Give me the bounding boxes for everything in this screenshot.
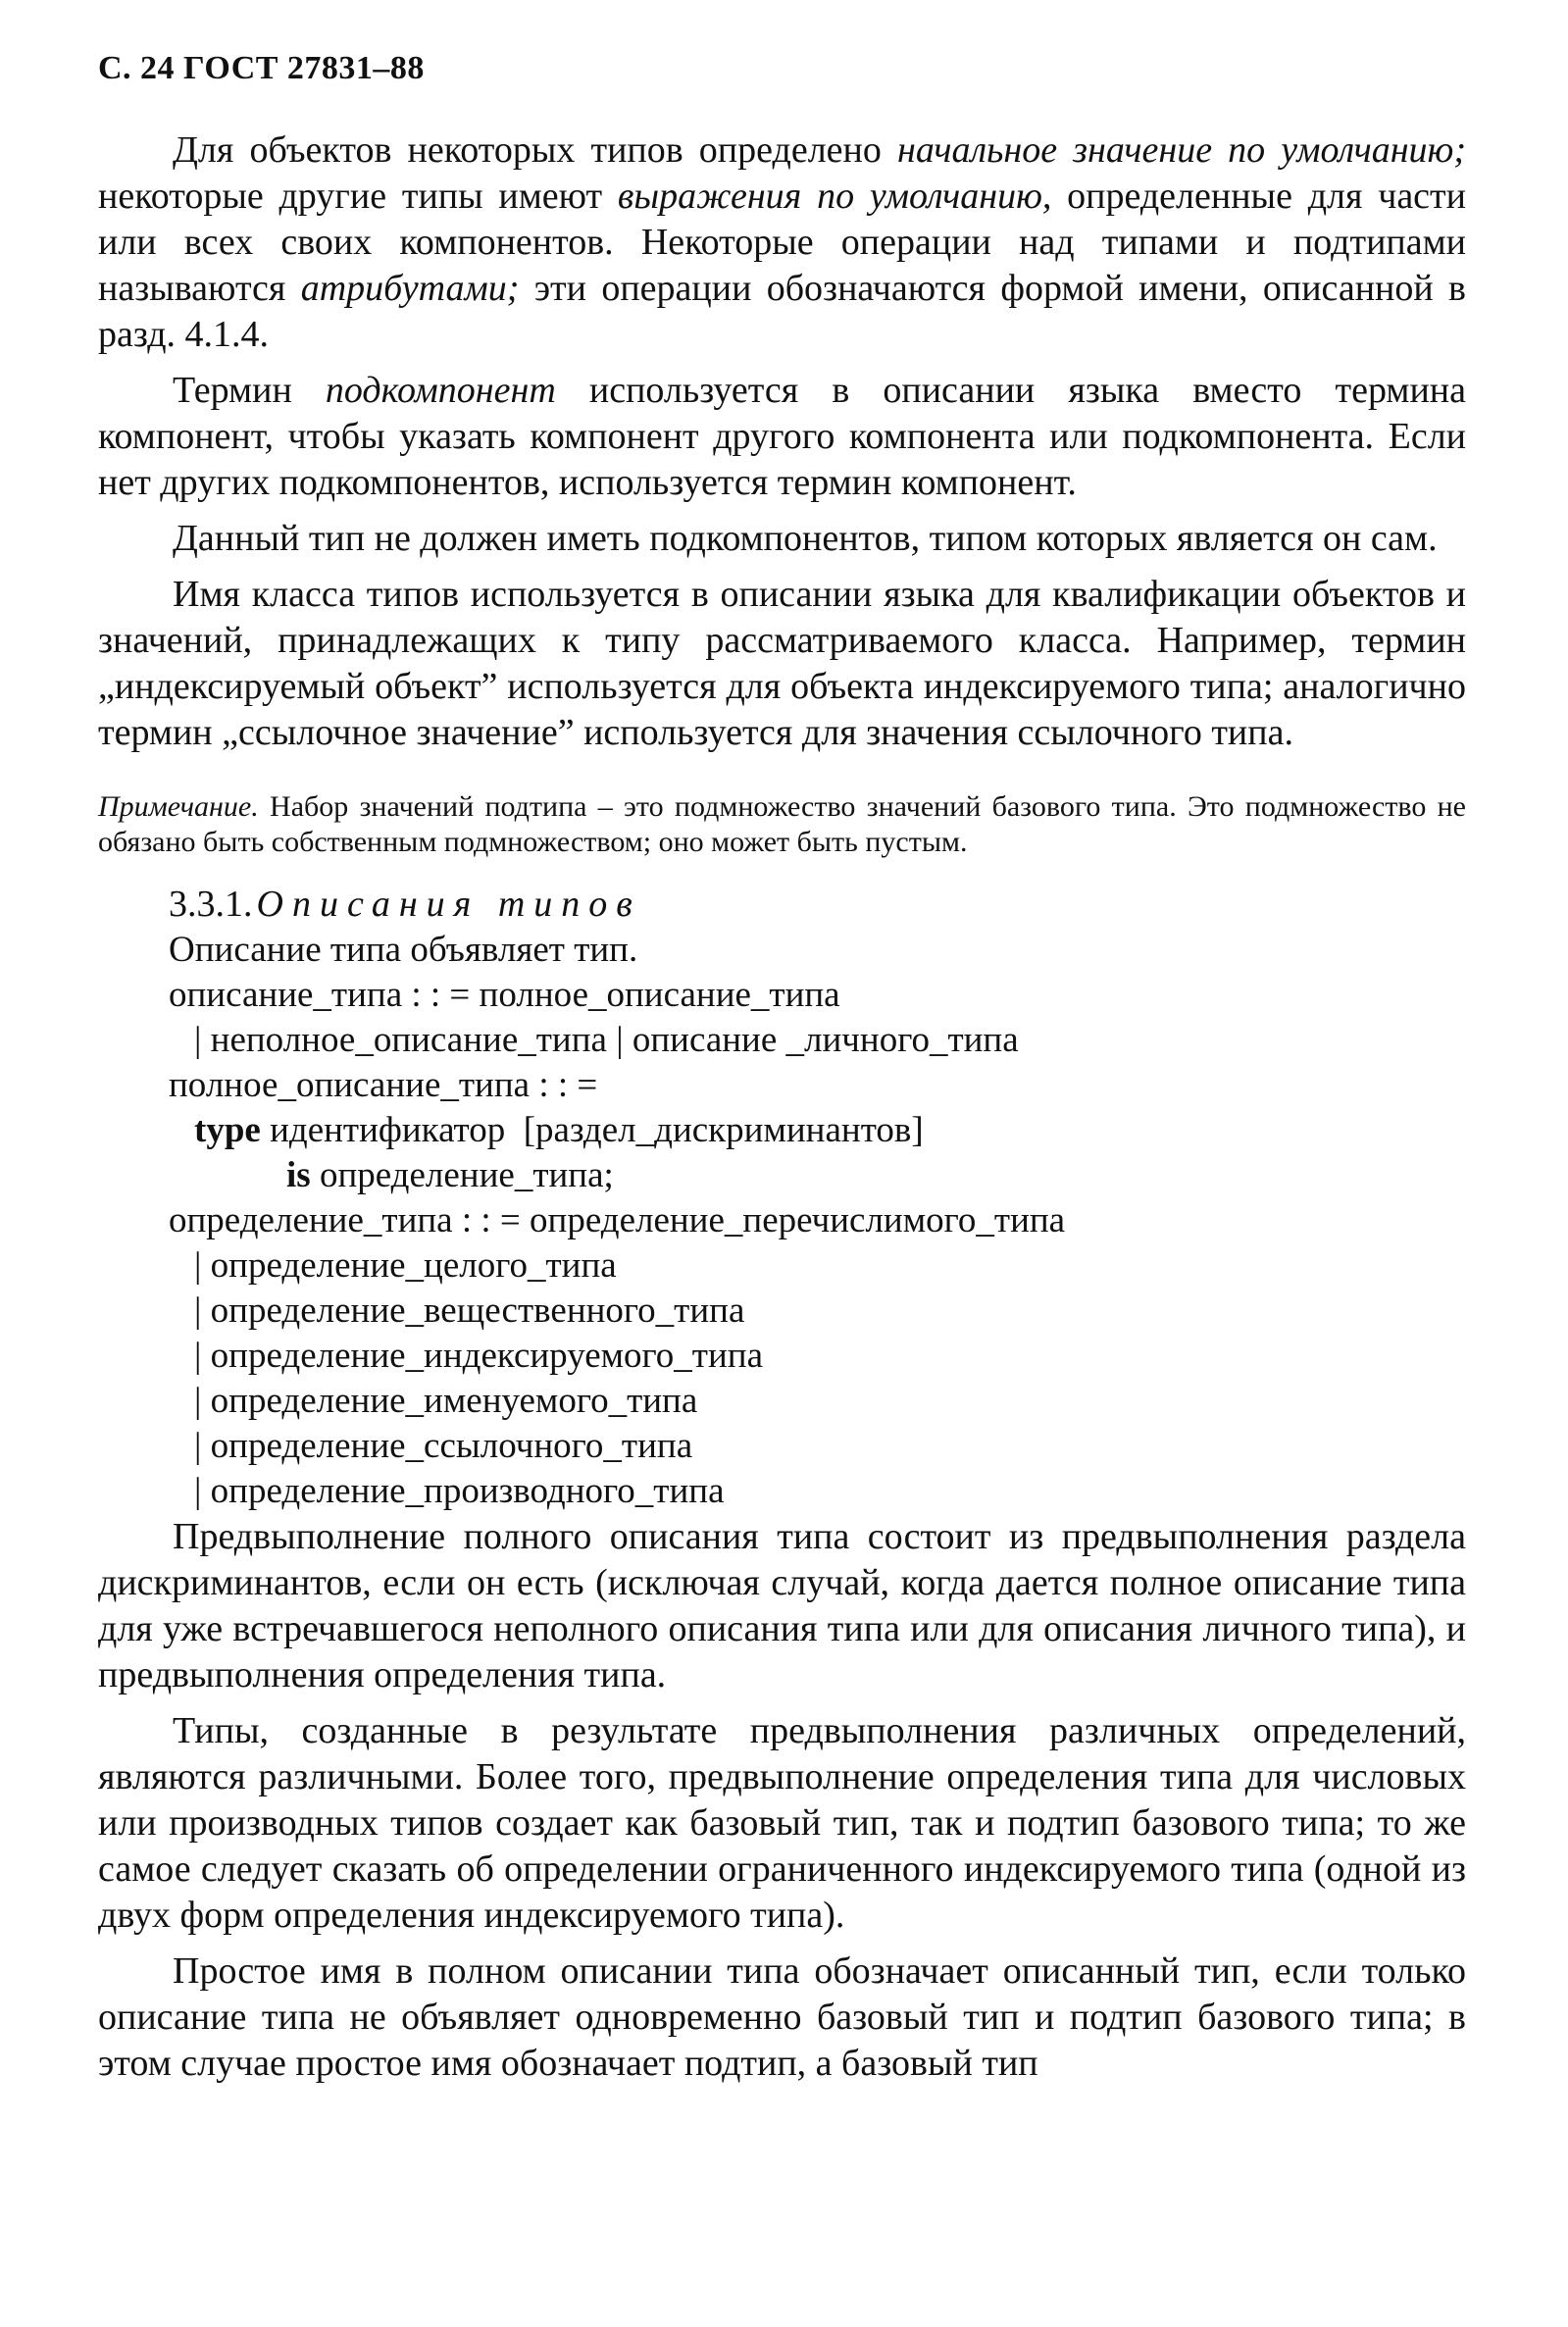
grammar-text: определение_типа : : = определение_перечислимого_типа <box>169 1200 1066 1240</box>
grammar-line <box>98 973 1466 1018</box>
section-number: 3.3.1. <box>169 884 253 925</box>
text-run: Термин <box>173 370 326 411</box>
grammar-line <box>98 1469 1466 1514</box>
grammar-line <box>98 1243 1466 1289</box>
italic-term: выражения по умолчанию, <box>617 176 1052 217</box>
grammar-line <box>98 928 1466 973</box>
text-run: Для объектов некоторых типов определено <box>173 129 897 171</box>
grammar-block <box>98 928 1466 1514</box>
document-page <box>98 49 1466 2097</box>
grammar-line <box>98 1153 1466 1198</box>
text-run: некоторые другие типы имеют <box>98 176 618 217</box>
grammar-text: идентификатор [раздел_дискриминантов] <box>260 1110 924 1150</box>
keyword: type <box>194 1110 261 1150</box>
paragraph: Типы, созданные в результате предвыполнения различных определений, являются различными. Более того, предвыполнение определения типа для числовых или производных типов создает как базовый тип, так и подтип базового типа; то же самое следует сказать об определении ограниченного индексируемого типа (одной из двух форм определения индексируемого типа). <box>98 1710 1466 1936</box>
paragraph <box>98 368 1466 506</box>
text-run: Имя класса типов используется в описании языка для квалификации объектов и значений, принадлежащих к типу рассматриваемого класса. Например, термин „индексируемый объект” используется для объекта индексируемого типа; аналогично термин „ссылочное значение” используется для значения ссылочного типа. <box>98 574 1466 753</box>
closing-paragraphs <box>98 1514 1466 2087</box>
italic-term: атрибутами; <box>300 268 520 309</box>
grammar-line <box>98 1334 1466 1379</box>
paragraph: Предвыполнение полного описания типа состоит из предвыполнения раздела дискриминантов, если он есть (исключая случай, когда дается полное описание типа для уже встречавшегося неполного описания типа или для описания личного типа), и предвыполнения определения типа. <box>98 1516 1466 1695</box>
section-heading <box>169 882 1466 928</box>
text-run: эти операции обозначаются формой имени, описанной в разд. 4.1.4. <box>98 268 1466 355</box>
grammar-line <box>98 1424 1466 1469</box>
text-run: Данный тип не должен иметь подкомпонентов, типом которых является он сам. <box>173 518 1438 559</box>
page-header: С. 24 ГОСТ 27831–88 <box>98 50 425 86</box>
grammar-line <box>98 1063 1466 1108</box>
grammar-line <box>98 1108 1466 1153</box>
grammar-line <box>98 1379 1466 1424</box>
grammar-text: описание_типа : : = полное_описание_типа <box>169 975 840 1015</box>
paragraph <box>98 516 1466 562</box>
grammar-line <box>98 1289 1466 1334</box>
section-title: Описания типов <box>256 884 641 925</box>
grammar-text: | неполное_описание_типа | описание _личного_типа <box>194 1020 1019 1060</box>
grammar-line <box>98 1018 1466 1063</box>
keyword: is <box>286 1155 311 1195</box>
text-run: определенные для части или всех своих компонентов. Некоторые операции над типами и подтипами называются <box>98 176 1466 309</box>
grammar-text: | определение_вещественного_типа <box>194 1290 745 1331</box>
paragraph: Простое имя в полном описании типа обозначает описанный тип, если только описание типа не объявляет одновременно базовый тип и подтип базового типа; в этом случае простое имя обозначает подтип, а базовый тип <box>98 1950 1466 2084</box>
grammar-text: | определение_целого_типа <box>194 1245 617 1286</box>
paragraph <box>98 572 1466 756</box>
note-text: Набор значений подтипа – это подмножество значений базового типа. Это подмножество не обязано быть собственным подмножеством; оно может быть пустым. <box>98 790 1466 858</box>
intro-paragraphs <box>98 127 1466 756</box>
paragraph <box>98 127 1466 358</box>
note <box>98 789 1466 860</box>
grammar-text: | определение_именуемого_типа <box>194 1381 698 1421</box>
grammar-text: | определение_ссылочного_типа <box>194 1426 693 1466</box>
italic-term: подкомпонент <box>325 370 556 411</box>
grammar-line <box>98 1198 1466 1243</box>
grammar-text: определение_типа; <box>310 1155 614 1195</box>
note-label: Примечание. <box>98 790 259 823</box>
grammar-text: | определение_индексируемого_типа <box>194 1336 763 1376</box>
grammar-text: | определение_производного_типа <box>194 1471 725 1511</box>
grammar-text: Описание типа объявляет тип. <box>169 930 638 970</box>
text-run: используется в описании языка вместо термина компонент, чтобы указать компонент другого компонента или подкомпонента. Если нет других подкомпонентов, используется термин компонент. <box>98 370 1466 503</box>
grammar-text: полное_описание_типа : : = <box>169 1065 598 1105</box>
italic-term: начальное значение по умолчанию; <box>897 129 1466 171</box>
